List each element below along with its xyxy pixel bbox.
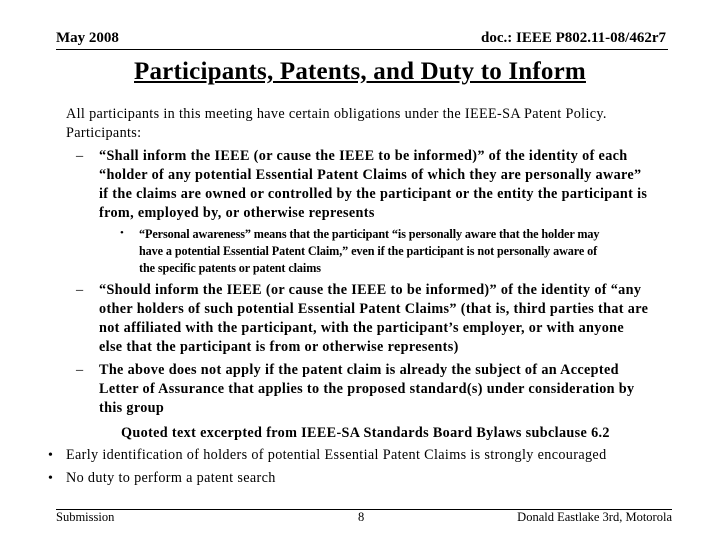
obligation-2-line-3: not affiliated with the participant, with the participant’s employer, or with anyone [99,320,625,336]
obligation-1-line-4: from, employed by, or otherwise represents [99,205,375,221]
header-doc-id: doc.: IEEE P802.11-08/462r7 [480,30,666,46]
bullet-marker: • [48,448,53,463]
obligation-1-line-2: “holder of any potential Essential Patent Claims of which they are personally aware” [99,167,642,183]
obligation-3-line-3: this group [99,400,165,416]
dash-marker: – [76,148,84,164]
slide-title: Participants, Patents, and Duty to Inform [134,58,586,85]
dash-marker: – [76,282,84,298]
footer-page-number: 8 [358,510,365,524]
bullet-no-duty: No duty to perform a patent search [66,470,276,486]
obligation-2-line-1: “Should inform the IEEE (or cause the IEEE to be informed)” of the identity of “any [99,282,642,298]
awareness-note-line-3: the specific patents or patent claims [139,261,321,275]
sub-bullet-marker: • [120,227,124,239]
awareness-note-line-1: “Personal awareness” means that the participant “is personally aware that the holder may [139,227,600,241]
awareness-note-line-2: have a potential Essential Patent Claim,” even if the participant is not personally aware of [139,244,598,258]
footer-author: Donald Eastlake 3rd, Motorola [517,510,672,524]
obligation-3-line-1: The above does not apply if the patent claim is already the subject of an Accepted [99,362,619,378]
header-date: May 2008 [56,30,119,46]
quote-source: Quoted text excerpted from IEEE-SA Standards Board Bylaws subclause 6.2 [121,425,610,441]
obligation-1-line-1: “Shall inform the IEEE (or cause the IEEE to be informed)” of the identity of each [99,148,628,164]
obligation-2-line-2: other holders of such potential Essential Patent Claims” (that is, third parties that are [99,301,649,317]
intro-line-2: Participants: [66,125,142,141]
bullet-marker: • [48,471,53,486]
obligation-3-line-2: Letter of Assurance that applies to the proposed standard(s) under consideration by [99,381,635,397]
bullet-early-identification: Early identification of holders of potential Essential Patent Claims is strongly encouraged [66,447,607,463]
intro-line-1: All participants in this meeting have certain obligations under the IEEE-SA Patent Policy. [66,106,607,122]
dash-marker: – [76,362,84,378]
obligation-2-line-4: else that the participant is from or otherwise represents) [99,339,459,355]
obligation-1-line-3: if the claims are owned or controlled by the participant or the entity the participant is [99,186,648,202]
header-rule [56,49,668,50]
footer-submission: Submission [56,510,115,524]
